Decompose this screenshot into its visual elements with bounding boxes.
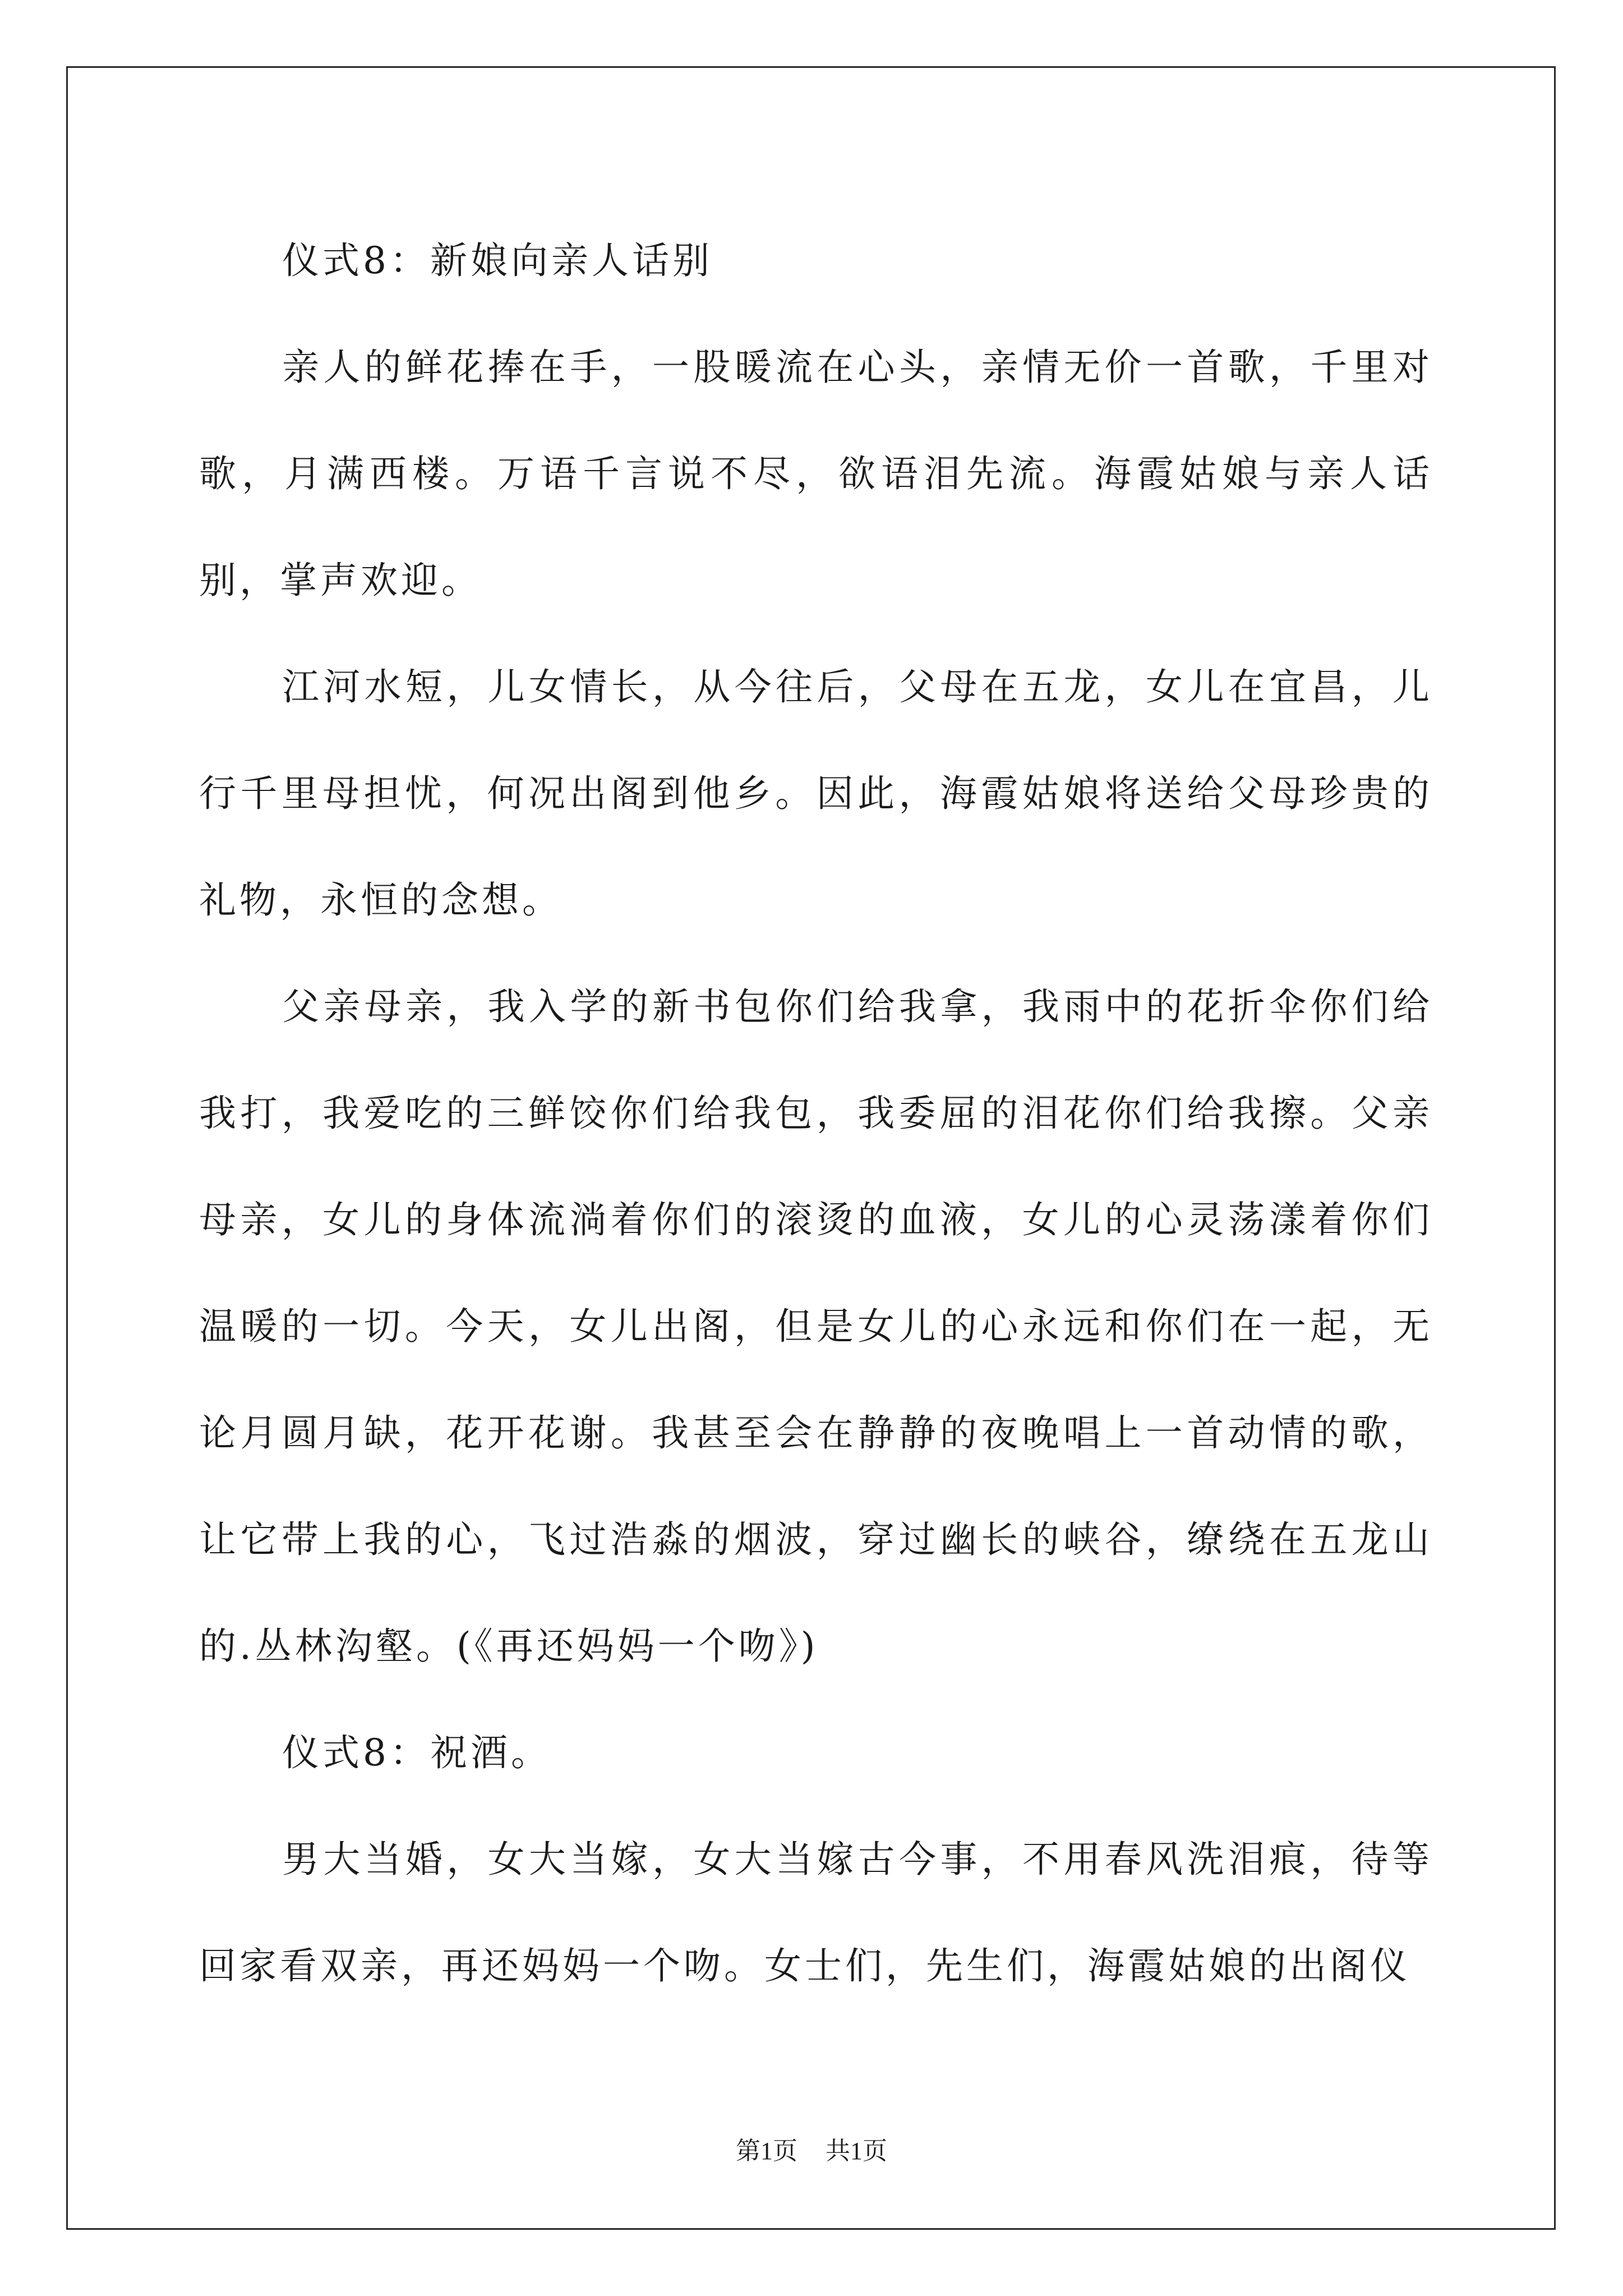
section-heading-farewell: 仪式8：新娘向亲人话别 <box>282 239 713 282</box>
page-number: 第1页 <box>736 2137 797 2165</box>
paragraph: 亲人的鲜花捧在手，一股暖流在心头，亲情无价一首歌，千里对歌，月满西楼。万语千言说不尽，欲语泪先流。海霞姑娘与亲人话别，掌声欢迎。 <box>199 346 1433 602</box>
paragraph: 男大当婚，女大当嫁，女大当嫁古今事，不用春风洗泪痕，待等回家看双亲，再还妈妈一个吻。女士们，先生们，海霞姑娘的出阁仪 <box>199 1838 1433 1987</box>
paragraph: 江河水短，儿女情长，从今往后，父母在五龙，女儿在宜昌，儿行千里母担忧，何况出阁到他乡。因此，海霞姑娘将送给父母珍贵的礼物，永恒的念想。 <box>199 665 1433 922</box>
document-body <box>199 208 1433 2019</box>
section-heading-toast: 仪式8：祝酒。 <box>282 1731 551 1774</box>
page-footer <box>0 2131 1623 2166</box>
paragraph: 父亲母亲，我入学的新书包你们给我拿，我雨中的花折伞你们给我打，我爱吃的三鲜饺你们给我包，我委屈的泪花你们给我擦。父亲母亲，女儿的身体流淌着你们的滚烫的血液，女儿的心灵荡漾着你们温暖的一切。今天，女儿出阁，但是女儿的心永远和你们在一起，无论月圆月缺，花开花谢。我甚至会在静静的夜晚唱上一首动情的歌，让它带上我的心，飞过浩淼的烟波，穿过幽长的峡谷，缭绕在五龙山的.丛林沟壑。(《再还妈妈一个吻》) <box>199 985 1433 1668</box>
page-total: 共1页 <box>826 2137 887 2165</box>
